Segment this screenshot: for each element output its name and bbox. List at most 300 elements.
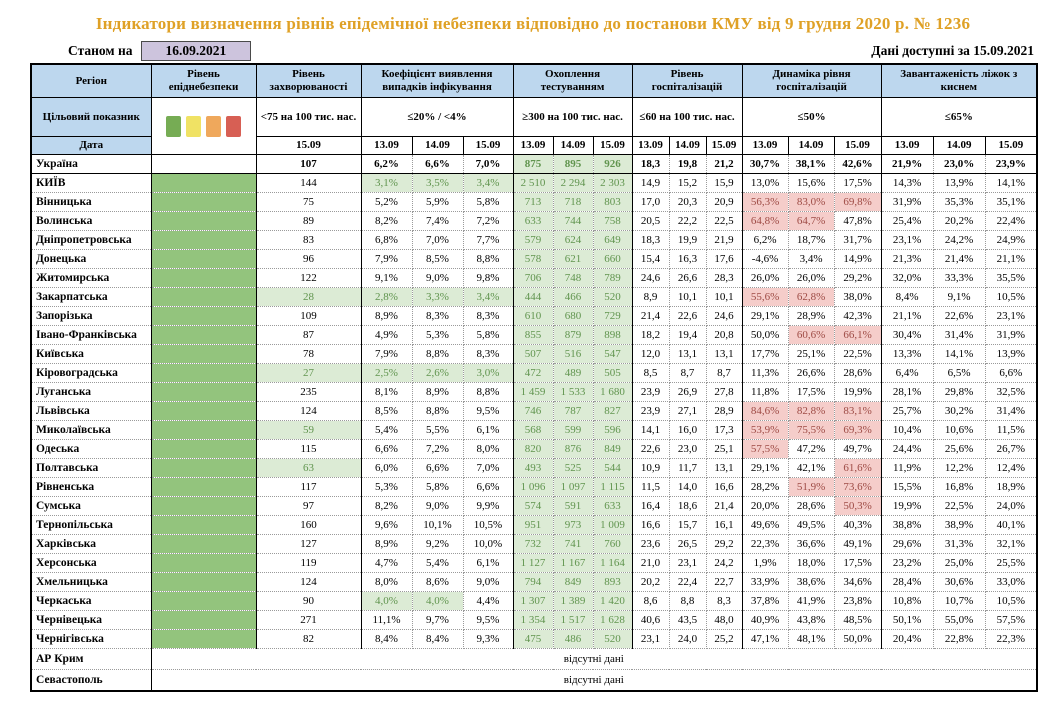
- value-cell: 42,6%: [834, 155, 881, 174]
- value-cell: 9,2%: [412, 535, 463, 554]
- date-header: 13.09: [361, 137, 412, 155]
- region-cell: Київська: [31, 345, 151, 364]
- value-cell: 83,0%: [788, 193, 834, 212]
- value-cell: 28,9%: [788, 307, 834, 326]
- value-cell: 2,6%: [412, 364, 463, 383]
- target-value: <75 на 100 тис. нас.: [256, 98, 361, 137]
- value-cell: 748: [553, 269, 593, 288]
- value-cell: 596: [593, 421, 632, 440]
- value-cell: 706: [513, 269, 553, 288]
- target-value: ≥300 на 100 тис. нас.: [513, 98, 632, 137]
- date-header: 14.09: [553, 137, 593, 155]
- no-data-cell: відсутні дані: [151, 649, 1037, 670]
- table-row: [31, 231, 1037, 250]
- value-cell: 760: [593, 535, 632, 554]
- danger-level-cell: [151, 326, 256, 345]
- value-cell: 1 009: [593, 516, 632, 535]
- value-cell: 20,2: [632, 573, 669, 592]
- value-cell: 1 167: [553, 554, 593, 573]
- table-row: [31, 345, 1037, 364]
- value-cell: 5,8%: [463, 326, 513, 345]
- value-cell: 10,7%: [933, 592, 985, 611]
- value-cell: 7,0%: [463, 459, 513, 478]
- value-cell: 729: [593, 307, 632, 326]
- value-cell: 820: [513, 440, 553, 459]
- value-cell: 3,4%: [463, 288, 513, 307]
- value-cell: 33,0%: [985, 573, 1037, 592]
- value-cell: 10,4%: [881, 421, 933, 440]
- value-cell: 26,0%: [742, 269, 788, 288]
- value-cell: 3,3%: [412, 288, 463, 307]
- value-cell: 9,1%: [361, 269, 412, 288]
- value-cell: 61,6%: [834, 459, 881, 478]
- date-header: 13.09: [742, 137, 788, 155]
- value-cell: 472: [513, 364, 553, 383]
- value-cell: 741: [553, 535, 593, 554]
- danger-level-cell: [151, 592, 256, 611]
- value-cell: 2,5%: [361, 364, 412, 383]
- value-cell: 24,6: [632, 269, 669, 288]
- danger-level-cell: [151, 554, 256, 573]
- value-cell: 42,3%: [834, 307, 881, 326]
- value-cell: 29,8%: [933, 383, 985, 402]
- value-cell: 25,4%: [881, 212, 933, 231]
- value-cell: 827: [593, 402, 632, 421]
- danger-level-cell: [151, 212, 256, 231]
- value-cell: 21,9%: [881, 155, 933, 174]
- value-cell: 14,1%: [933, 345, 985, 364]
- date-header: 15.09: [834, 137, 881, 155]
- value-cell: 9,9%: [463, 497, 513, 516]
- value-cell: 11,8%: [742, 383, 788, 402]
- group-header: Динаміка рівня госпіталізацій: [742, 64, 881, 98]
- value-cell: 19,4: [669, 326, 706, 345]
- value-cell: 1 127: [513, 554, 553, 573]
- value-cell: 13,9%: [985, 345, 1037, 364]
- value-cell: 8,3: [706, 592, 742, 611]
- value-cell: 4,0%: [412, 592, 463, 611]
- value-cell: 18,3: [632, 155, 669, 174]
- value-cell: 624: [553, 231, 593, 250]
- value-cell: 547: [593, 345, 632, 364]
- value-cell: 926: [593, 155, 632, 174]
- region-column-header: Регіон: [31, 64, 151, 98]
- table-row: [31, 611, 1037, 630]
- value-cell: 57,5%: [742, 440, 788, 459]
- value-cell: 15,4: [632, 250, 669, 269]
- table-row: [31, 307, 1037, 326]
- target-value: ≤65%: [881, 98, 1037, 137]
- value-cell: 520: [593, 630, 632, 649]
- value-cell: 22,4: [669, 573, 706, 592]
- value-cell: 879: [553, 326, 593, 345]
- value-cell: 9,0%: [463, 573, 513, 592]
- value-cell: 9,0%: [412, 497, 463, 516]
- value-cell: 20,8: [706, 326, 742, 345]
- value-cell: 26,9: [669, 383, 706, 402]
- value-cell: 26,5: [669, 535, 706, 554]
- value-cell: 5,4%: [412, 554, 463, 573]
- as-of-date-box: 16.09.2021: [141, 41, 252, 61]
- value-cell: 713: [513, 193, 553, 212]
- value-cell: 22,6: [669, 307, 706, 326]
- value-cell: 109: [256, 307, 361, 326]
- table-row: [31, 497, 1037, 516]
- value-cell: 10,1: [669, 288, 706, 307]
- value-cell: 13,9%: [933, 174, 985, 193]
- value-cell: 794: [513, 573, 553, 592]
- value-cell: 38,6%: [788, 573, 834, 592]
- value-cell: 6,6%: [463, 478, 513, 497]
- value-cell: 855: [513, 326, 553, 345]
- value-cell: 48,1%: [788, 630, 834, 649]
- value-cell: 28,1%: [881, 383, 933, 402]
- value-cell: 17,5%: [834, 554, 881, 573]
- value-cell: 16,1: [706, 516, 742, 535]
- danger-level-cell: [151, 573, 256, 592]
- region-cell: Рівненська: [31, 478, 151, 497]
- value-cell: 8,0%: [463, 440, 513, 459]
- value-cell: 525: [553, 459, 593, 478]
- value-cell: 35,5%: [985, 269, 1037, 288]
- value-cell: 271: [256, 611, 361, 630]
- value-cell: 11,9%: [881, 459, 933, 478]
- value-cell: 14,0: [669, 478, 706, 497]
- data-available-block: [871, 43, 1034, 59]
- value-cell: 9,7%: [412, 611, 463, 630]
- value-cell: 144: [256, 174, 361, 193]
- value-cell: 9,6%: [361, 516, 412, 535]
- danger-scale-swatch-0: [166, 116, 181, 137]
- no-data-cell: відсутні дані: [151, 670, 1037, 692]
- date-header: 15.09: [593, 137, 632, 155]
- value-cell: 24,4%: [881, 440, 933, 459]
- value-cell: 25,2: [706, 630, 742, 649]
- value-cell: 75,5%: [788, 421, 834, 440]
- value-cell: 1 459: [513, 383, 553, 402]
- value-cell: 7,7%: [463, 231, 513, 250]
- danger-level-cell: [151, 611, 256, 630]
- value-cell: 40,3%: [834, 516, 881, 535]
- value-cell: 41,9%: [788, 592, 834, 611]
- value-cell: 84,6%: [742, 402, 788, 421]
- table-row: [31, 459, 1037, 478]
- value-cell: 40,1%: [985, 516, 1037, 535]
- value-cell: 32,1%: [985, 535, 1037, 554]
- value-cell: 787: [553, 402, 593, 421]
- value-cell: 875: [513, 155, 553, 174]
- value-cell: 9,0%: [412, 269, 463, 288]
- value-cell: 898: [593, 326, 632, 345]
- value-cell: 8,7: [706, 364, 742, 383]
- value-cell: 599: [553, 421, 593, 440]
- value-cell: 26,6: [669, 269, 706, 288]
- value-cell: 31,3%: [933, 535, 985, 554]
- value-cell: 15,7: [669, 516, 706, 535]
- value-cell: 20,0%: [742, 497, 788, 516]
- value-cell: 24,0: [669, 630, 706, 649]
- region-cell: Харківська: [31, 535, 151, 554]
- value-cell: 8,8%: [412, 345, 463, 364]
- value-cell: 21,0: [632, 554, 669, 573]
- value-cell: 6,4%: [881, 364, 933, 383]
- value-cell: 35,1%: [985, 193, 1037, 212]
- value-cell: 40,6: [632, 611, 669, 630]
- value-cell: 1 307: [513, 592, 553, 611]
- danger-scale-swatch-2: [206, 116, 221, 137]
- value-cell: 17,7%: [742, 345, 788, 364]
- value-cell: 31,4%: [985, 402, 1037, 421]
- value-cell: 29,2%: [834, 269, 881, 288]
- danger-level-cell: [151, 269, 256, 288]
- value-cell: 47,1%: [742, 630, 788, 649]
- value-cell: 87: [256, 326, 361, 345]
- value-cell: 25,1%: [788, 345, 834, 364]
- value-cell: 30,2%: [933, 402, 985, 421]
- value-cell: 13,1: [706, 459, 742, 478]
- value-cell: 21,4%: [933, 250, 985, 269]
- table-row: [31, 554, 1037, 573]
- table-row: [31, 573, 1037, 592]
- value-cell: 1,9%: [742, 554, 788, 573]
- region-cell: АР Крим: [31, 649, 151, 670]
- value-cell: 9,5%: [463, 611, 513, 630]
- region-cell: Черкаська: [31, 592, 151, 611]
- group-header: Рівень госпіталізацій: [632, 64, 742, 98]
- value-cell: 493: [513, 459, 553, 478]
- value-cell: 7,9%: [361, 345, 412, 364]
- value-cell: 2 303: [593, 174, 632, 193]
- value-cell: 38,9%: [933, 516, 985, 535]
- region-cell: Дніпропетровська: [31, 231, 151, 250]
- value-cell: 8,5%: [412, 250, 463, 269]
- value-cell: 8,6%: [412, 573, 463, 592]
- value-cell: 20,4%: [881, 630, 933, 649]
- value-cell: 19,9%: [834, 383, 881, 402]
- value-cell: 8,9%: [361, 307, 412, 326]
- value-cell: 25,0%: [933, 554, 985, 573]
- value-cell: 38,8%: [881, 516, 933, 535]
- value-cell: 5,3%: [412, 326, 463, 345]
- value-cell: 10,5%: [463, 516, 513, 535]
- value-cell: 1 097: [553, 478, 593, 497]
- value-cell: 28,3: [706, 269, 742, 288]
- value-cell: 16,3: [669, 250, 706, 269]
- value-cell: 23,1: [632, 630, 669, 649]
- value-cell: 21,9: [706, 231, 742, 250]
- value-cell: 124: [256, 573, 361, 592]
- value-cell: 6,6%: [412, 459, 463, 478]
- value-cell: 50,0%: [742, 326, 788, 345]
- date-header: 14.09: [788, 137, 834, 155]
- value-cell: 14,9%: [834, 250, 881, 269]
- value-cell: 1 096: [513, 478, 553, 497]
- value-cell: 1 115: [593, 478, 632, 497]
- region-cell: Одеська: [31, 440, 151, 459]
- region-cell: Україна: [31, 155, 151, 174]
- table-row: [31, 592, 1037, 611]
- value-cell: 27: [256, 364, 361, 383]
- value-cell: 11,5%: [985, 421, 1037, 440]
- danger-level-cell: [151, 174, 256, 193]
- danger-scale-swatch-1: [186, 116, 201, 137]
- date-header: 13.09: [513, 137, 553, 155]
- value-cell: 115: [256, 440, 361, 459]
- danger-level-cell: [151, 250, 256, 269]
- danger-level-cell: [151, 459, 256, 478]
- value-cell: 486: [553, 630, 593, 649]
- value-cell: 24,2%: [933, 231, 985, 250]
- value-cell: 22,8%: [933, 630, 985, 649]
- value-cell: 34,6%: [834, 573, 881, 592]
- value-cell: 28: [256, 288, 361, 307]
- value-cell: 15,6%: [788, 174, 834, 193]
- value-cell: 4,7%: [361, 554, 412, 573]
- date-header: 14.09: [933, 137, 985, 155]
- value-cell: 876: [553, 440, 593, 459]
- danger-level-cell: [151, 421, 256, 440]
- report-title: Індикатори визначення рівнів епідемічної небезпеки відповідно до постанови КМУ від 9 грудня 2020 р. № 1236: [95, 14, 971, 33]
- value-cell: 23,6: [632, 535, 669, 554]
- value-cell: 18,6: [669, 497, 706, 516]
- data-available-label: Дані доступні за: [871, 43, 970, 58]
- value-cell: 28,4%: [881, 573, 933, 592]
- value-cell: 62,8%: [788, 288, 834, 307]
- target-value: ≤20% / <4%: [361, 98, 513, 137]
- danger-level-cell: [151, 288, 256, 307]
- value-cell: 38,0%: [834, 288, 881, 307]
- value-cell: 660: [593, 250, 632, 269]
- value-cell: 57,5%: [985, 611, 1037, 630]
- value-cell: 48,0: [706, 611, 742, 630]
- danger-level-cell: [151, 516, 256, 535]
- value-cell: 59: [256, 421, 361, 440]
- group-header: Охоплення тестуванням: [513, 64, 632, 98]
- value-cell: 27,1: [669, 402, 706, 421]
- value-cell: 51,9%: [788, 478, 834, 497]
- value-cell: 25,5%: [985, 554, 1037, 573]
- value-cell: 680: [553, 307, 593, 326]
- region-cell: Донецька: [31, 250, 151, 269]
- value-cell: 43,5: [669, 611, 706, 630]
- table-row: [31, 326, 1037, 345]
- value-cell: 21,4: [632, 307, 669, 326]
- value-cell: 24,6: [706, 307, 742, 326]
- value-cell: 8,0%: [361, 573, 412, 592]
- table-row: [31, 630, 1037, 649]
- value-cell: 9,1%: [933, 288, 985, 307]
- region-cell: Івано-Франківська: [31, 326, 151, 345]
- value-cell: 7,2%: [463, 212, 513, 231]
- value-cell: 578: [513, 250, 553, 269]
- value-cell: 2 294: [553, 174, 593, 193]
- table-row: [31, 516, 1037, 535]
- value-cell: 53,9%: [742, 421, 788, 440]
- value-cell: 56,3%: [742, 193, 788, 212]
- data-available-date: 15.09.2021: [973, 43, 1034, 58]
- value-cell: 15,2: [669, 174, 706, 193]
- value-cell: 12,4%: [985, 459, 1037, 478]
- value-cell: 8,7: [669, 364, 706, 383]
- value-cell: 24,9%: [985, 231, 1037, 250]
- value-cell: 107: [256, 155, 361, 174]
- value-cell: 8,9: [632, 288, 669, 307]
- region-cell: Вінницька: [31, 193, 151, 212]
- value-cell: 18,0%: [788, 554, 834, 573]
- value-cell: 32,0%: [881, 269, 933, 288]
- value-cell: 35,3%: [933, 193, 985, 212]
- value-cell: 8,2%: [361, 212, 412, 231]
- value-cell: 8,3%: [412, 307, 463, 326]
- value-cell: 8,9%: [361, 535, 412, 554]
- value-cell: 9,5%: [463, 402, 513, 421]
- region-cell: Львівська: [31, 402, 151, 421]
- value-cell: 466: [553, 288, 593, 307]
- value-cell: 3,1%: [361, 174, 412, 193]
- value-cell: 64,7%: [788, 212, 834, 231]
- value-cell: 20,9: [706, 193, 742, 212]
- value-cell: 19,9: [669, 231, 706, 250]
- value-cell: 7,0%: [412, 231, 463, 250]
- table-row: [31, 670, 1037, 692]
- value-cell: 8,8%: [412, 402, 463, 421]
- danger-level-cell: [151, 497, 256, 516]
- value-cell: 22,6: [632, 440, 669, 459]
- value-cell: 5,5%: [412, 421, 463, 440]
- value-cell: 47,2%: [788, 440, 834, 459]
- region-cell: Сумська: [31, 497, 151, 516]
- value-cell: 13,1: [669, 345, 706, 364]
- value-cell: 8,4%: [361, 630, 412, 649]
- danger-scale-swatch-3: [226, 116, 241, 137]
- table-row: [31, 478, 1037, 497]
- value-cell: 16,6: [632, 516, 669, 535]
- value-cell: 8,5: [632, 364, 669, 383]
- value-cell: 83: [256, 231, 361, 250]
- value-cell: 124: [256, 402, 361, 421]
- group-header: Рівень захворюваності: [256, 64, 361, 98]
- value-cell: 21,1%: [881, 307, 933, 326]
- danger-level-cell: [151, 307, 256, 326]
- value-cell: 6,5%: [933, 364, 985, 383]
- value-cell: 732: [513, 535, 553, 554]
- danger-level-cell: [151, 440, 256, 459]
- value-cell: 26,0%: [788, 269, 834, 288]
- value-cell: 10,1: [706, 288, 742, 307]
- value-cell: 475: [513, 630, 553, 649]
- value-cell: 23,9%: [985, 155, 1037, 174]
- value-cell: 29,1%: [742, 459, 788, 478]
- value-cell: 1 354: [513, 611, 553, 630]
- table-row: [31, 288, 1037, 307]
- danger-level-cell: [151, 193, 256, 212]
- value-cell: 90: [256, 592, 361, 611]
- value-cell: 520: [593, 288, 632, 307]
- value-cell: 12,2%: [933, 459, 985, 478]
- value-cell: 49,5%: [788, 516, 834, 535]
- value-cell: 758: [593, 212, 632, 231]
- value-cell: 29,1%: [742, 307, 788, 326]
- date-header: 15.09: [985, 137, 1037, 155]
- value-cell: 66,1%: [834, 326, 881, 345]
- value-cell: 37,8%: [742, 592, 788, 611]
- value-cell: 22,4%: [985, 212, 1037, 231]
- region-cell: Хмельницька: [31, 573, 151, 592]
- table-row: [31, 193, 1037, 212]
- region-cell: Волинська: [31, 212, 151, 231]
- value-cell: 31,7%: [834, 231, 881, 250]
- value-cell: 23,9: [632, 383, 669, 402]
